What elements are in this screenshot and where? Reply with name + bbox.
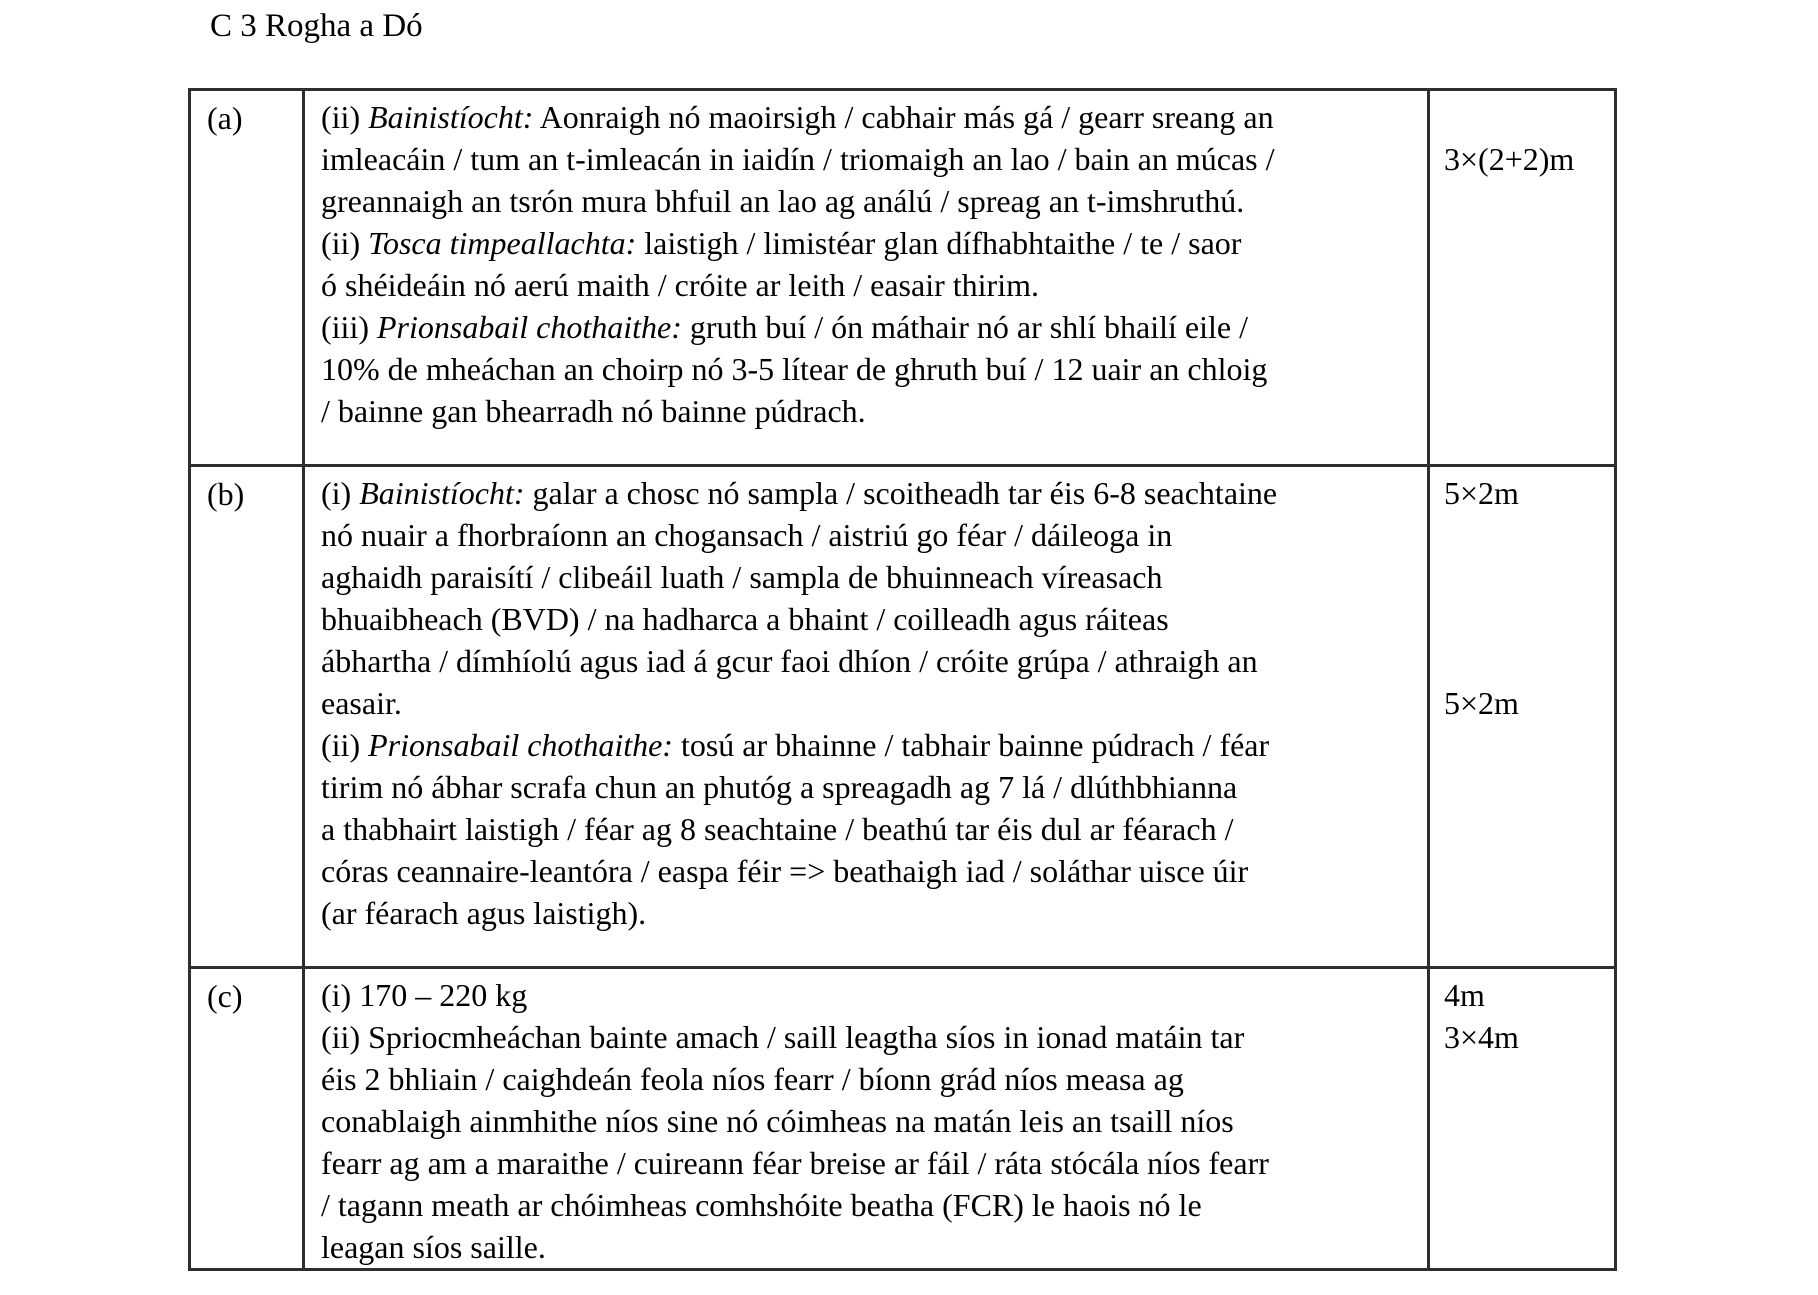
answer-line — [321, 1100, 1413, 1142]
answer-run: conablaigh ainmhithe níos sine nó cóimheas na matán leis an tsaill níos — [321, 1103, 1234, 1139]
table-row — [191, 969, 1614, 1268]
answer-run: ábhartha / dímhíolú agus iad á gcur faoi dhíon / cróite grúpa / athraigh an — [321, 643, 1258, 679]
answer-run: (ii) — [321, 727, 369, 763]
answer-run: (ii) Spriocmheáchan bainte amach / saill leagtha síos in ionad matáin tar — [321, 1019, 1245, 1055]
answer-run: / tagann meath ar chóimheas comhshóite beatha (FCR) le haois nó le — [321, 1187, 1202, 1223]
answer-line — [321, 180, 1413, 222]
answer-line — [321, 682, 1413, 724]
answer-run: (iii) — [321, 309, 377, 345]
answer-run: (ar féarach agus laistigh). — [321, 895, 647, 931]
answer-run: ó shéideáin nó aerú maith / cróite ar leith / easair thirim. — [321, 267, 1039, 303]
answer-line — [321, 264, 1413, 306]
row-label: (b) — [191, 467, 305, 966]
answer-line — [321, 556, 1413, 598]
answer-text-cell — [305, 969, 1430, 1268]
answer-line — [321, 390, 1413, 432]
answer-line — [321, 96, 1413, 138]
answer-run: nó nuair a fhorbraíonn an chogansach / aistriú go féar / dáileoga in — [321, 517, 1173, 553]
answer-line — [321, 1016, 1413, 1058]
answer-line — [321, 1184, 1413, 1226]
marks-cell — [1430, 467, 1614, 966]
mark-value: 5×2m — [1444, 475, 1519, 511]
answer-run-italic: Tosca timpeallachta: — [368, 225, 637, 261]
marking-scheme-table — [188, 88, 1617, 1271]
answer-line — [321, 1226, 1413, 1268]
answer-line — [321, 974, 1413, 1016]
answer-line — [321, 138, 1413, 180]
answer-run: (ii) — [321, 99, 369, 135]
answer-run: 10% de mheáchan an choirp nó 3-5 lítear de ghruth buí / 12 uair an chloig — [321, 351, 1268, 387]
answer-line — [321, 1058, 1413, 1100]
answer-run: gruth buí / ón máthair nó ar shlí bhailí eile / — [681, 309, 1248, 345]
answer-line — [321, 724, 1413, 766]
answer-line — [321, 892, 1413, 934]
answer-line — [321, 640, 1413, 682]
mark-value: 5×2m — [1444, 685, 1519, 721]
row-label: (a) — [191, 91, 305, 464]
answer-line — [321, 348, 1413, 390]
answer-run: galar a chosc nó sampla / scoitheadh tar éis 6-8 seachtaine — [524, 475, 1278, 511]
marks-cell — [1430, 969, 1614, 1268]
answer-run-italic: Bainistíocht: — [368, 99, 534, 135]
answer-run: córas ceannaire-leantóra / easpa féir => beathaigh iad / soláthar uisce úir — [321, 853, 1249, 889]
answer-line — [321, 472, 1413, 514]
answer-run-italic: Prionsabail chothaithe: — [376, 309, 682, 345]
mark-value: 4m — [1444, 977, 1485, 1013]
answer-run: (i) 170 – 220 kg — [321, 977, 528, 1013]
answer-line — [321, 1142, 1413, 1184]
answer-run: fearr ag am a maraithe / cuireann féar breise ar fáil / ráta stócála níos fearr — [321, 1145, 1269, 1181]
answer-run: greannaigh an tsrón mura bhfuil an lao ag análú / spreag an t-imshruthú. — [321, 183, 1245, 219]
answer-line — [321, 598, 1413, 640]
answer-line — [321, 222, 1413, 264]
answer-run: bhuaibheach (BVD) / na hadharca a bhaint / coilleadh agus ráiteas — [321, 601, 1169, 637]
answer-run: a thabhairt laistigh / féar ag 8 seachtaine / beathú tar éis dul ar féarach / — [321, 811, 1234, 847]
answer-run: imleacáin / tum an t-imleacán in iaidín / triomaigh an lao / bain an múcas / — [321, 141, 1275, 177]
answer-line — [321, 808, 1413, 850]
answer-run: / bainne gan bhearradh nó bainne púdrach. — [321, 393, 866, 429]
answer-text-cell — [305, 467, 1430, 966]
answer-run-italic: Bainistíocht: — [359, 475, 525, 511]
answer-run: leagan síos saille. — [321, 1229, 546, 1265]
answer-run: tosú ar bhainne / tabhair bainne púdrach / féar — [672, 727, 1270, 763]
answer-text-cell — [305, 91, 1430, 464]
answer-run: (i) — [321, 475, 360, 511]
answer-line — [321, 850, 1413, 892]
answer-run-italic: Prionsabail chothaithe: — [368, 727, 673, 763]
page-title: C 3 Rogha a Dó — [210, 8, 423, 44]
table-row — [191, 91, 1614, 467]
answer-line — [321, 306, 1413, 348]
answer-run: laistigh / limistéar glan dífhabhtaithe / te / saor — [636, 225, 1242, 261]
answer-line — [321, 766, 1413, 808]
answer-run: easair. — [321, 685, 402, 721]
answer-run: tirim nó ábhar scrafa chun an phutóg a spreagadh ag 7 lá / dlúthbhianna — [321, 769, 1238, 805]
answer-run: Aonraigh nó maoirsigh / cabhair más gá / gearr sreang an — [533, 99, 1274, 135]
mark-value: 3×(2+2)m — [1444, 141, 1575, 177]
answer-run: éis 2 bhliain / caighdeán feola níos fearr / bíonn grád níos measa ag — [321, 1061, 1184, 1097]
answer-line — [321, 514, 1413, 556]
row-label: (c) — [191, 969, 305, 1268]
answer-run: aghaidh paraisítí / clibeáil luath / sampla de bhuinneach víreasach — [321, 559, 1163, 595]
mark-value: 3×4m — [1444, 1019, 1519, 1055]
marks-cell — [1430, 91, 1614, 464]
answer-run: (ii) — [321, 225, 369, 261]
table-row — [191, 467, 1614, 969]
